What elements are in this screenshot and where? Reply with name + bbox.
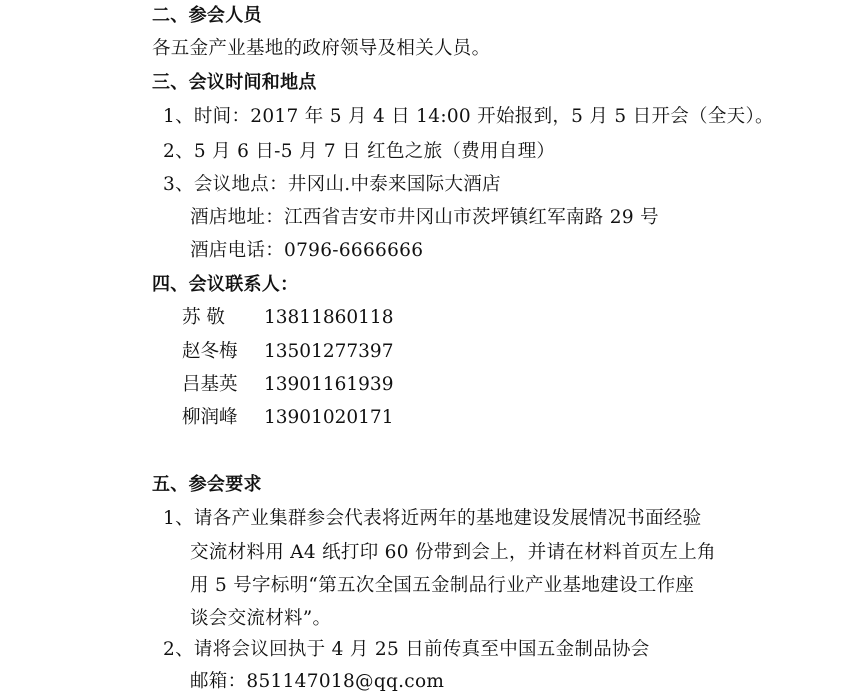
contact-name: 赵冬梅 bbox=[182, 341, 238, 362]
contact-phone: 13901161939 bbox=[264, 374, 394, 395]
contact-phone: 13901020171 bbox=[264, 407, 394, 428]
contact-name: 吕基英 bbox=[182, 374, 238, 395]
contact-phone: 13501277397 bbox=[264, 341, 394, 362]
tour-item: 2、5 月 6 日-5 月 7 日 红色之旅（费用自理） bbox=[163, 141, 556, 162]
requirement-2: 2、请将会议回执于 4 月 25 日前传真至中国五金制品协会 bbox=[163, 639, 650, 660]
time-item: 1、时间：2017 年 5 月 4 日 14:00 开始报到，5 月 5 日开会（全天）。 bbox=[163, 106, 774, 127]
contact-name: 苏 敬 bbox=[182, 307, 225, 328]
section-2-heading: 二、参会人员 bbox=[152, 5, 262, 26]
requirement-1-line: 1、请各产业集群参会代表将近两年的基地建设发展情况书面经验 bbox=[163, 508, 702, 529]
section-3-heading: 三、会议时间和地点 bbox=[152, 72, 317, 93]
venue-item: 3、会议地点：井冈山.中泰来国际大酒店 bbox=[163, 174, 501, 195]
hotel-address: 酒店地址：江西省吉安市井冈山市茨坪镇红军南路 29 号 bbox=[190, 207, 659, 228]
hotel-phone: 酒店电话：0796-6666666 bbox=[190, 240, 424, 261]
section-2-body: 各五金产业基地的政府领导及相关人员。 bbox=[152, 38, 491, 59]
requirement-1-line: 用 5 号字标明“第五次全国五金制品行业产业基地建设工作座 bbox=[190, 575, 695, 596]
section-5-heading: 五、参会要求 bbox=[152, 474, 262, 495]
contact-phone: 13811860118 bbox=[264, 307, 394, 328]
requirement-1-line: 谈会交流材料”。 bbox=[190, 608, 332, 629]
requirement-1-line: 交流材料用 A4 纸打印 60 份带到会上，并请在材料首页左上角 bbox=[190, 542, 716, 563]
contact-email: 邮箱：851147018@qq.com bbox=[190, 671, 445, 692]
contact-name: 柳润峰 bbox=[182, 407, 238, 428]
section-4-heading: 四、会议联系人： bbox=[152, 274, 299, 295]
